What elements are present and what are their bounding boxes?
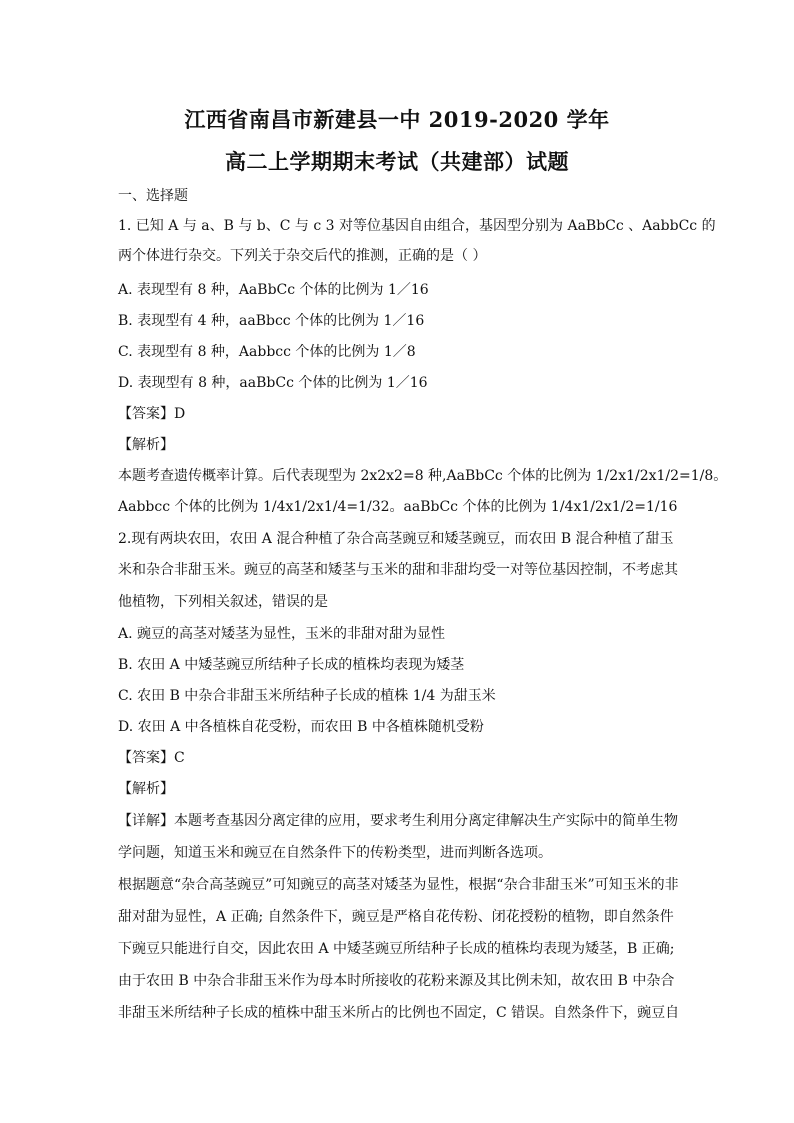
q1-analysis-line-2: Aabbcc 个体的比例为 1/4x1/2x1/4=1/32。aaBbCc 个体的比例为 1/4x1/2x1/2=1/16 [118, 499, 678, 515]
q2-option-b: B. 农田 A 中矮茎豌豆所结种子长成的植株均表现为矮茎 [118, 657, 465, 673]
q2-answer: 【答案】C [118, 750, 185, 766]
q2-detail-line-4: 甜对甜为显性，A 正确; 自然条件下，豌豆是严格自花传粉、闭花授粉的植物，即自然条件 [118, 909, 674, 925]
q2-analysis-heading: 【解析】 [118, 781, 174, 797]
q2-detail-line-2: 学问题，知道玉米和豌豆在自然条件下的传粉类型，进而判断各选项。 [118, 845, 552, 861]
q2-stem-line-3: 他植物，下列相关叙述，错误的是 [118, 594, 328, 610]
q2-detail-line-6: 由于农田 B 中杂合非甜玉米作为母本时所接收的花粉来源及其比例未知，故农田 B 中杂合 [118, 973, 675, 989]
q1-option-c: C. 表现型有 8 种，Aabbcc 个体的比例为 1／8 [118, 344, 416, 360]
q1-analysis-heading: 【解析】 [118, 437, 174, 453]
q2-option-d: D. 农田 A 中各植株自花受粉，而农田 B 中各植株随机受粉 [118, 719, 484, 735]
q2-detail-line-7: 非甜玉米所结种子长成的植株中甜玉米所占的比例也不固定，C 错误。自然条件下，豌豆自 [118, 1005, 680, 1021]
q2-detail-line-5: 下豌豆只能进行自交，因此农田 A 中矮茎豌豆所结种子长成的植株均表现为矮茎，B 正确; [118, 941, 675, 957]
q1-stem-line-2: 两个体进行杂交。下列关于杂交后代的推测，正确的是（ ） [118, 248, 487, 264]
q2-option-c: C. 农田 B 中杂合非甜玉米所结种子长成的植株 1/4 为甜玉米 [118, 688, 496, 704]
q1-answer: 【答案】D [118, 406, 186, 422]
q1-option-b: B. 表现型有 4 种，aaBbcc 个体的比例为 1／16 [118, 313, 425, 329]
q1-option-a: A. 表现型有 8 种，AaBbCc 个体的比例为 1／16 [118, 282, 429, 298]
section-heading: 一、选择题 [118, 188, 188, 204]
q1-option-d: D. 表现型有 8 种，aaBbCc 个体的比例为 1／16 [118, 375, 428, 391]
document-subtitle: 高二上学期期末考试（共建部）试题 [225, 149, 569, 174]
q2-detail-line-1: 【详解】本题考查基因分离定律的应用，要求考生利用分离定律解决生产实际中的简单生物 [118, 813, 678, 829]
q1-analysis-line-1: 本题考查遗传概率计算。后代表现型为 2x2x2=8 种,AaBbCc 个体的比例为 1/2x1/2x1/2=1/8。 [118, 468, 728, 484]
document-title: 江西省南昌市新建县一中 2019-2020 学年 [184, 107, 610, 132]
q2-stem-line-2: 米和杂合非甜玉米。豌豆的高茎和矮茎与玉米的甜和非甜均受一对等位基因控制，不考虑其 [118, 562, 678, 578]
q2-option-a: A. 豌豆的高茎对矮茎为显性，玉米的非甜对甜为显性 [118, 626, 446, 642]
q2-stem-line-1: 2.现有两块农田，农田 A 混合种植了杂合高茎豌豆和矮茎豌豆，而农田 B 混合种植了甜玉 [118, 531, 674, 547]
q1-stem-line-1: 1. 已知 A 与 a、B 与 b、C 与 c 3 对等位基因自由组合，基因型分别为 AaBbCc 、AabbCc 的 [118, 218, 716, 234]
q2-detail-line-3: 根据题意“杂合高茎豌豆”可知豌豆的高茎对矮茎为显性，根据“杂合非甜玉米”可知玉米的非 [118, 877, 679, 893]
